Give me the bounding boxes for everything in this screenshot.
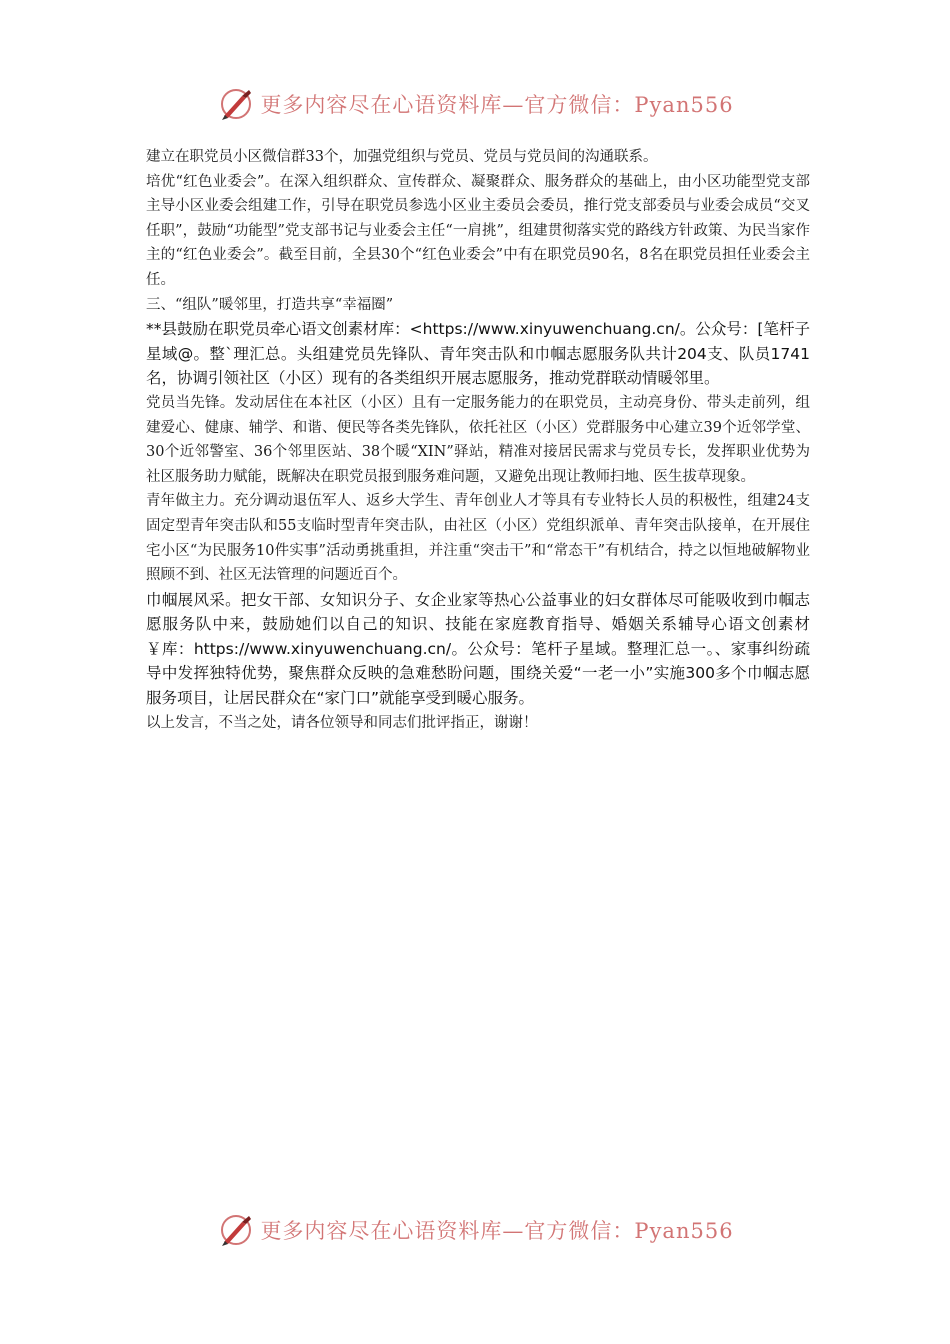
paragraph: **县鼓励在职党员牵心语文创素材库：<https://www.xinyuwenchuang.cn/。公众号：[笔杆子星域@。整`理汇总。头组建党员先锋队、青年突击队和巾帼志愿服务队共计204支、队员1741名，协调引领社区（小区）现有的各类组织开展志愿服务，推动党群联动情暖邻里。: [146, 320, 810, 388]
paragraph: 培优“红色业委会”。在深入组织群众、宣传群众、凝聚群众、服务群众的基础上，由小区功能型党支部主导小区业委会组建工作，引导在职党员参选小区业主委员会委员，推行党支部委员与业委会成员“交叉任职”，鼓励“功能型”党支部书记与业委会主任“一肩挑”，组建贯彻落实党的路线方针政策、为民当家作主的“红色业委会”。截至目前，全县30个“红色业委会”中有在职党员90名，8名在职党员担任业委会主任。: [146, 173, 810, 288]
pen-logo-icon: [216, 84, 256, 124]
header-banner-text: 更多内容尽在心语资料库—官方微信：Pyan556: [260, 93, 734, 117]
section-heading: 三、“组队”暖邻里，打造共享“幸福圈”: [146, 296, 394, 313]
paragraph: 巾帼展风采。把女干部、女知识分子、女企业家等热心公益事业的妇女群体尽可能吸收到巾帼志愿服务队中来，鼓励她们以自己的知识、技能在家庭教育指导、婚姻关系辅导心语文创素材￥库：https://www.xinyuwenchuang.cn/。公众号：笔杆子星域。整理汇总一。、家事纠纷疏导中发挥独特优势，聚焦群众反映的急难愁盼问题，围绕关爱“一老一小”实施300多个巾帼志愿服务项目，让居民群众在“家门口”就能享受到暖心服务。: [146, 590, 810, 708]
paragraph: 建立在职党员小区微信群33个，加强党组织与党员、党员与党员间的沟通联系。: [146, 149, 658, 165]
document-body: [146, 145, 810, 735]
footer-banner: [0, 1208, 950, 1252]
closing-remark: 以上发言，不当之处，请各位领导和同志们批评指正，谢谢！: [146, 714, 538, 731]
pen-logo-icon: [216, 1210, 256, 1250]
footer-banner-text: 更多内容尽在心语资料库—官方微信：Pyan556: [260, 1219, 734, 1243]
paragraph: 党员当先锋。发动居住在本社区（小区）且有一定服务能力的在职党员，主动亮身份、带头走前列，组建爱心、健康、辅学、和谐、便民等各类先锋队，依托社区（小区）党群服务中心建立39个近邻学堂、30个近邻警室、36个邻里医站、38个暖“XIN”驿站，精准对接居民需求与党员专长，发挥职业优势为社区服务助力赋能，既解决在职党员报到服务难问题，又避免出现让教师扫地、医生拔草现象。: [146, 394, 810, 485]
paragraph: 青年做主力。充分调动退伍军人、返乡大学生、青年创业人才等具有专业特长人员的积极性，组建24支固定型青年突击队和55支临时型青年突击队，由社区（小区）党组织派单、青年突击队接单，在开展住宅小区“为民服务10件实事”活动勇挑重担，并注重“突击干”和“常态干”有机结合，持之以恒地破解物业照顾不到、社区无法管理的问题近百个。: [146, 493, 810, 584]
header-banner: [0, 82, 950, 126]
